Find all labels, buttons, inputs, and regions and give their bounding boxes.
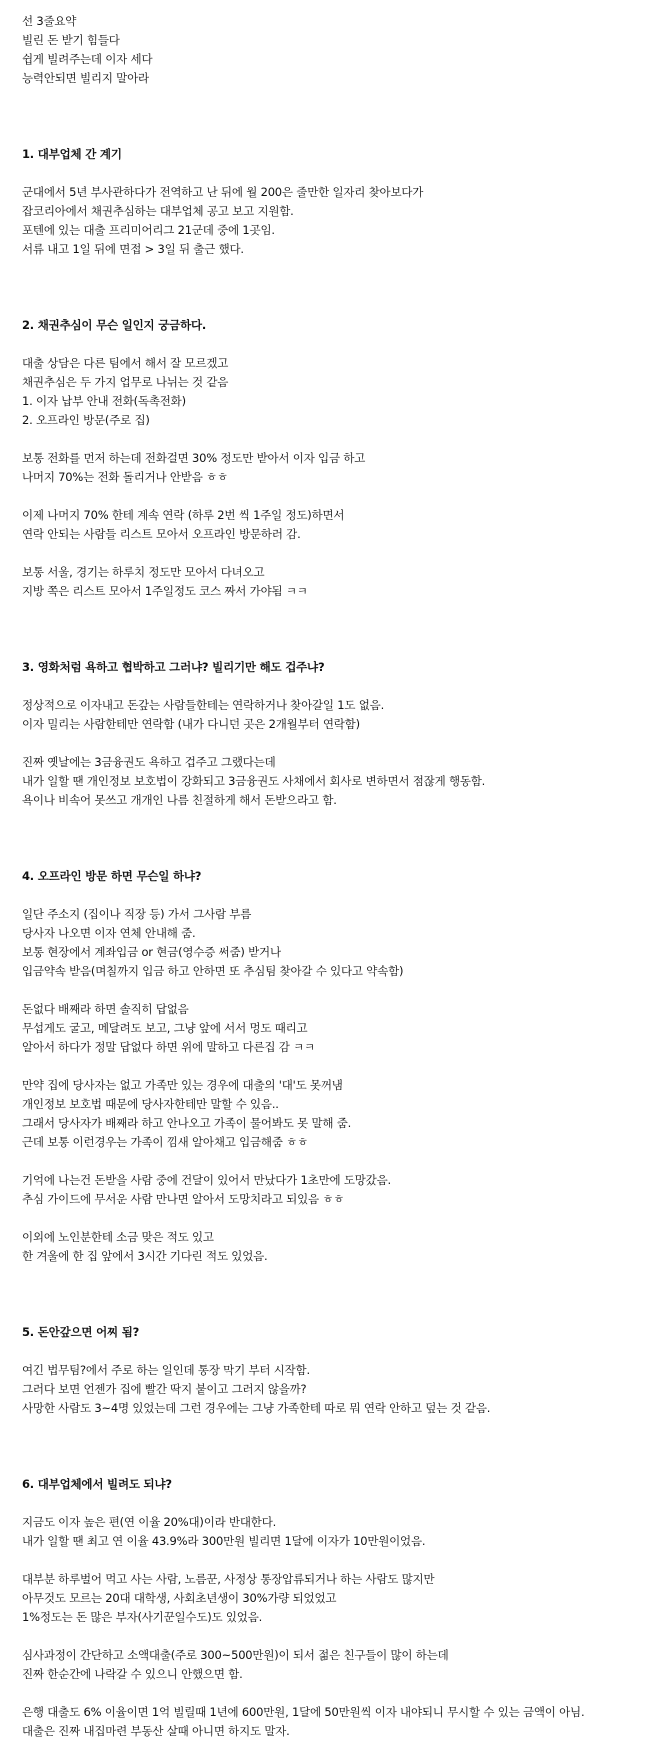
section-heading: 3. 영화처럼 욕하고 협박하고 그러냐? 빌리기만 해도 겁주냐? xyxy=(22,660,325,674)
summary-line: 쉽게 빌려주는데 이자 세다 xyxy=(22,52,153,66)
paragraph xyxy=(22,1570,637,1627)
section-heading: 6. 대부업체에서 빌려도 되냐? xyxy=(22,1477,172,1491)
section-gap xyxy=(22,601,637,658)
paragraph xyxy=(22,183,637,259)
text-line: 돈없다 배째라 하면 솔직히 답없음 xyxy=(22,1002,189,1016)
text-line: 1%정도는 돈 많은 부자(사기꾼일수도)도 있었음. xyxy=(22,1610,263,1624)
text-line: 사망한 사람도 3~4명 있었는데 그런 경우에는 그냥 가족한테 따로 뭐 연락 안하고 덮는 것 같음. xyxy=(22,1401,491,1415)
spacer xyxy=(22,981,637,1000)
text-line: 이제 나머지 70% 한테 계속 연락 (하루 2번 씩 1주일 정도)하면서 xyxy=(22,508,345,522)
spacer xyxy=(22,544,637,563)
text-line: 그래서 당사자가 배째라 하고 안나오고 가족이 물어봐도 못 말해 줌. xyxy=(22,1116,352,1130)
text-line: 일단 주소지 (집이나 직장 등) 가서 그사람 부름 xyxy=(22,907,252,921)
paragraph xyxy=(22,1228,637,1266)
text-line: 대출 상담은 다른 팀에서 해서 잘 모르겠고 xyxy=(22,356,229,370)
spacer xyxy=(22,1057,637,1076)
summary-block xyxy=(22,12,637,88)
paragraph xyxy=(22,1513,637,1551)
text-line: 기억에 나는건 돈받을 사람 중에 건달이 있어서 만났다가 1초만에 도망갔음. xyxy=(22,1173,391,1187)
text-line: 아무것도 모르는 20대 대학생, 사회초년생이 30%가량 되었었고 xyxy=(22,1591,337,1605)
spacer xyxy=(22,1209,637,1228)
text-line: 서류 내고 1일 뒤에 면접 > 3일 뒤 출근 했다. xyxy=(22,242,244,256)
text-line: 그러다 보면 언젠가 집에 빨간 딱지 붙이고 그러지 않을까? xyxy=(22,1382,307,1396)
text-line: 개인정보 보호법 때문에 당사자한테만 말할 수 있음.. xyxy=(22,1097,279,1111)
text-line: 내가 일할 땐 최고 연 이율 43.9%라 300만원 빌리면 1달에 이자가 10만원이었음. xyxy=(22,1534,426,1548)
paragraph xyxy=(22,1361,637,1418)
paragraph xyxy=(22,1646,637,1684)
paragraph xyxy=(22,1171,637,1209)
section-heading: 1. 대부업체 간 계기 xyxy=(22,147,122,161)
spacer xyxy=(22,430,637,449)
text-line: 보통 서울, 경기는 하루치 정도만 모아서 다녀오고 xyxy=(22,565,265,579)
text-line: 채권추심은 두 가지 업무로 나뉘는 것 같음 xyxy=(22,375,229,389)
text-line: 근데 보통 이런경우는 가족이 낌새 알아채고 입금해줌 ㅎㅎ xyxy=(22,1135,309,1149)
summary-line: 능력안되면 빌리지 말아라 xyxy=(22,71,149,85)
text-line: 무섭게도 굴고, 메달려도 보고, 그냥 앞에 서서 멍도 때리고 xyxy=(22,1021,308,1035)
paragraph xyxy=(22,905,637,981)
paragraph xyxy=(22,506,637,544)
paragraph xyxy=(22,753,637,810)
spacer xyxy=(22,1342,637,1361)
spacer xyxy=(22,1627,637,1646)
summary-line: 빌린 돈 받기 힘들다 xyxy=(22,33,120,47)
text-line: 포텐에 있는 대출 프리미어리그 21군데 중에 1곳임. xyxy=(22,223,275,237)
section-heading: 5. 돈안갚으면 어찌 됨? xyxy=(22,1325,140,1339)
section-gap xyxy=(22,810,637,867)
spacer xyxy=(22,487,637,506)
text-line: 심사과정이 간단하고 소액대출(주로 300~500만원)이 되서 젊은 친구들이 많이 하는데 xyxy=(22,1648,449,1662)
text-line: 잡코리아에서 채권추심하는 대부업체 공고 보고 지원함. xyxy=(22,204,294,218)
section-gap xyxy=(22,1418,637,1475)
paragraph xyxy=(22,696,637,734)
text-line: 여긴 법무팀?에서 주로 하는 일인데 통장 막기 부터 시작함. xyxy=(22,1363,310,1377)
text-line: 당사자 나오면 이자 연체 안내해 줌. xyxy=(22,926,196,940)
summary-line: 선 3줄요약 xyxy=(22,14,77,28)
spacer xyxy=(22,335,637,354)
spacer xyxy=(22,1494,637,1513)
text-line: 만약 집에 당사자는 없고 가족만 있는 경우에 대출의 '대'도 못꺼냄 xyxy=(22,1078,343,1092)
document xyxy=(22,12,637,1741)
text-line: 한 겨울에 한 집 앞에서 3시간 기다린 적도 있었음. xyxy=(22,1249,268,1263)
text-line: 2. 오프라인 방문(주로 집) xyxy=(22,413,150,427)
text-line: 지방 쪽은 리스트 모아서 1주일정도 코스 짜서 가야됨 ㅋㅋ xyxy=(22,584,308,598)
text-line: 이자 밀리는 사람한테만 연락함 (내가 다니던 곳은 2개월부터 연락함) xyxy=(22,717,360,731)
paragraph xyxy=(22,354,637,430)
section-gap xyxy=(22,88,637,145)
text-line: 보통 전화를 먼저 하는데 전화걸면 30% 정도만 받아서 이자 입금 하고 xyxy=(22,451,366,465)
paragraph xyxy=(22,1076,637,1152)
text-line: 이외에 노인분한테 소금 맞은 적도 있고 xyxy=(22,1230,214,1244)
text-line: 진짜 옛날에는 3금융권도 욕하고 겁주고 그랬다는데 xyxy=(22,755,276,769)
text-line: 은행 대출도 6% 이율이면 1억 빌릴때 1년에 600만원, 1달에 50만원씩 이자 내야되니 무시할 수 있는 금액이 아님. xyxy=(22,1705,585,1719)
section-gap xyxy=(22,1266,637,1323)
text-line: 지금도 이자 높은 편(연 이율 20%대)이라 반대한다. xyxy=(22,1515,277,1529)
paragraph xyxy=(22,449,637,487)
section-heading: 4. 오프라인 방문 하면 무슨일 하냐? xyxy=(22,869,202,883)
spacer xyxy=(22,886,637,905)
spacer xyxy=(22,734,637,753)
text-line: 연락 안되는 사람들 리스트 모아서 오프라인 방문하러 감. xyxy=(22,527,301,541)
section-gap xyxy=(22,259,637,316)
spacer xyxy=(22,677,637,696)
text-line: 대부분 하루벌어 먹고 사는 사람, 노름꾼, 사정상 통장압류되거나 하는 사람도 많지만 xyxy=(22,1572,435,1586)
section-heading: 2. 채권추심이 무슨 일인지 궁금하다. xyxy=(22,318,207,332)
text-line: 나머지 70%는 전화 돌리거나 안받음 ㅎㅎ xyxy=(22,470,228,484)
spacer xyxy=(22,164,637,183)
paragraph xyxy=(22,1703,637,1741)
text-line: 보통 현장에서 계좌입금 or 현금(영수증 써줌) 받거나 xyxy=(22,945,281,959)
spacer xyxy=(22,1684,637,1703)
text-line: 진짜 한순간에 나락갈 수 있으니 안했으면 함. xyxy=(22,1667,243,1681)
spacer xyxy=(22,1152,637,1171)
text-line: 군대에서 5년 부사관하다가 전역하고 난 뒤에 월 200은 줄만한 일자리 찾아보다가 xyxy=(22,185,424,199)
text-line: 욕이나 비속어 못쓰고 개개인 나름 친절하게 해서 돈받으라고 함. xyxy=(22,793,337,807)
text-line: 알아서 하다가 정말 답없다 하면 위에 말하고 다른집 감 ㅋㅋ xyxy=(22,1040,315,1054)
text-line: 입금약속 받음(며칠까지 입금 하고 안하면 또 추심팀 찾아갈 수 있다고 약속함) xyxy=(22,964,404,978)
text-line: 대출은 진짜 내집마련 부동산 살때 아니면 하지도 말자. xyxy=(22,1724,290,1738)
text-line: 추심 가이드에 무서운 사람 만나면 알아서 도망치라고 되있음 ㅎㅎ xyxy=(22,1192,345,1206)
text-line: 정상적으로 이자내고 돈갚는 사람들한테는 연락하거나 찾아갈일 1도 없음. xyxy=(22,698,385,712)
paragraph xyxy=(22,1000,637,1057)
text-line: 1. 이자 납부 안내 전화(독촉전화) xyxy=(22,394,186,408)
spacer xyxy=(22,1551,637,1570)
text-line: 내가 일할 땐 개인정보 보호법이 강화되고 3금융권도 사채에서 회사로 변하면서 점잖게 행동함. xyxy=(22,774,486,788)
paragraph xyxy=(22,563,637,601)
